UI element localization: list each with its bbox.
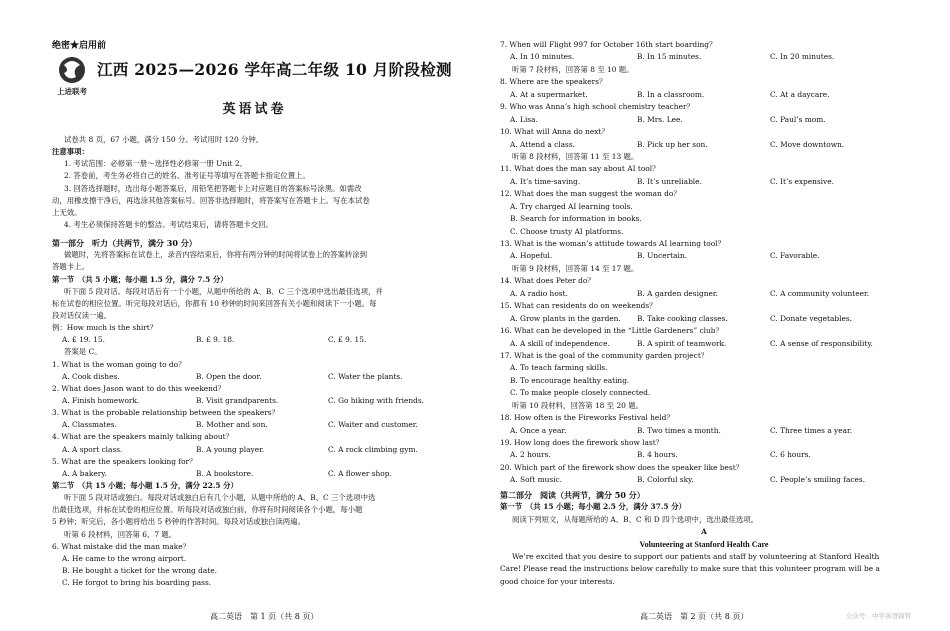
option-b: B. Two times a month.: [637, 425, 721, 435]
material-8: 听第 8 段材料，回答第 11 至 13 题。: [512, 151, 639, 161]
option-a: A. A radio host.: [510, 288, 568, 298]
material-6: 听第 6 段材料，回答第 6、7 题。: [64, 529, 177, 539]
question-9: 9. Who was Anna’s high school chemistry teacher？: [500, 102, 694, 112]
right-page: [500, 0, 908, 631]
section1-intro: 标在试卷的相应位置。听完每段对话后，你都有 10 秒钟的时间来回答有关小题和阅读下一小题。每: [52, 298, 377, 308]
option-c: C. To make people closely connected.: [510, 388, 651, 398]
option-b: B. Mrs. Lee.: [637, 114, 683, 124]
footer-left: 高二英语 第 1 页（共 8 页）: [210, 612, 319, 621]
option-b: B. Open the door.: [196, 371, 262, 381]
example-answer: 答案是 C。: [64, 347, 102, 357]
part2-section1-title: 第一节 （共 15 小题；每小题 2.5 分，满分 37.5 分）: [500, 502, 686, 512]
question-15: 15. What can residents do on weekends？: [500, 301, 657, 311]
option-b: B. Pick up her son.: [637, 139, 708, 149]
exam-info: 试卷共 8 页，67 小题，满分 150 分。考试用时 120 分钟。: [64, 135, 264, 144]
example-question: 例：How much is the shirt？: [52, 323, 158, 333]
question-10: 10. What will Anna do next？: [500, 127, 609, 137]
logo-text: 上进联考: [57, 87, 87, 96]
option-a: A. Soft music.: [510, 475, 563, 485]
options-4: [52, 444, 457, 456]
option-a: A. Cook dishes.: [62, 371, 120, 381]
option-c: C. It’s expensive.: [770, 176, 834, 186]
question-7: 7. When will Flight 997 for October 16th start boarding？: [500, 40, 717, 49]
part1-intro: 做题时，先将答案标在试卷上，录音内容结束后，你将有两分钟的时间将试卷上的答案转涂到: [64, 250, 368, 260]
notice-line: 4. 考生必须保持答题卡的整洁。考试结束后，请将答题卡交回。: [64, 219, 273, 229]
options-10: [500, 139, 908, 151]
material-7: 听第 7 段材料，回答第 8 至 10 题。: [512, 64, 634, 74]
exam-title: 江西 2025—2026 学年高二年级 10 月阶段检测: [97, 60, 452, 79]
question-17: 17. What is the goal of the community garden project？: [500, 350, 709, 360]
question-16: 16. What can be developed in the “Little Gardeners” club？: [500, 326, 723, 336]
notice-line: 2. 答卷前，考生务必将自己的姓名、准考证号等填写在答题卡指定位置上。: [64, 171, 310, 181]
option-c: C. Favorable.: [770, 251, 820, 261]
notice-title: 注意事项：: [52, 147, 89, 157]
part2-intro: 阅读下列短文，从每题所给的 A、B、C 和 D 四个选项中，选出最佳选项。: [512, 514, 759, 524]
option-c: C. Move downtown.: [770, 139, 845, 149]
question-5: 5. What are the speakers looking for？: [52, 456, 197, 466]
option-c: C. People’s smiling faces.: [770, 475, 866, 485]
question-8: 8. Where are the speakers？: [500, 77, 607, 87]
option-c: C. A flower shop.: [328, 468, 392, 478]
section2-intro: 听下面 5 段对话或独白。每段对话或独白后有几个小题，从题中所给的 A、B、C 三个选项中选: [64, 493, 376, 503]
options-11: [500, 176, 908, 188]
option-b: B. £ 9. 18.: [196, 335, 235, 345]
option-a: A. To teach farming skills.: [510, 363, 608, 373]
question-14: 14. What does Peter do？: [500, 276, 595, 286]
passage-line: We’re excited that you desire to support our patients and staff by volunteering at Stanford Health: [512, 551, 880, 561]
option-c: C. Go hiking with friends.: [328, 395, 425, 405]
options-3: [52, 419, 457, 431]
option-a: A. Lisa.: [510, 114, 538, 124]
section2-intro: 5 秒钟；听完后，各小题将给出 5 秒钟的作答时间。每段对话或独白读两遍。: [52, 517, 305, 527]
part1-title: 第一部分 听力（共两节，满分 30 分）: [52, 238, 197, 249]
option-c: C. £ 9. 15.: [328, 335, 367, 345]
option-b: B. Take cooking classes.: [637, 313, 728, 323]
option-a: A. He came to the wrong airport.: [62, 553, 187, 563]
option-b: B. In 15 minutes.: [637, 52, 702, 62]
question-6: 6. What mistake did the man make？: [52, 541, 191, 551]
option-a: A. A skill of independence.: [510, 338, 610, 348]
section1-title: 第一节 （共 5 小题；每小题 1.5 分，满分 7.5 分）: [52, 274, 228, 284]
option-c: C. A sense of responsibility.: [770, 338, 873, 348]
options-1: [52, 371, 457, 383]
option-b: B. In a classroom.: [637, 89, 705, 99]
question-4: 4. What are the speakers mainly talking about？: [52, 432, 233, 442]
option-a: A. Once a year.: [510, 425, 567, 435]
option-c: C. At a daycare.: [770, 89, 830, 99]
passage-line: Care! Please read the instructions below carefully to make sure that this volunteer program will be a: [500, 564, 880, 574]
option-b: B. Mother and son.: [196, 420, 268, 430]
options-5: [52, 468, 457, 480]
option-b: B. A bookstore.: [196, 468, 254, 478]
option-b: B. Uncertain.: [637, 251, 688, 261]
logo-icon: [52, 55, 92, 97]
option-b: B. Colorful sky.: [637, 475, 694, 485]
part1-intro: 答题卡上。: [52, 262, 89, 272]
options-13: [500, 250, 908, 262]
options-8: [500, 89, 908, 101]
section1-intro: 段对话仅读一遍。: [52, 310, 112, 320]
option-a: A. Hopeful.: [510, 251, 553, 261]
section2-intro: 出最佳选项，并标在试卷的相应位置。听每段对话或独白前，你将有时间阅读各个小题，每小题: [52, 505, 363, 515]
option-a: A. A sport class.: [62, 444, 123, 454]
question-1: 1. What is the woman going to do？: [52, 359, 186, 369]
option-b: B. Search for information in books.: [510, 214, 642, 224]
question-19: 19. How long does the firework show last？: [500, 438, 664, 447]
confidential-mark: 绝密★启用前: [52, 41, 107, 51]
section1-intro: 听下面 5 段对话。每段对话后有一个小题，从题中所给的 A、B、C 三个选项中选出最佳选项，并: [64, 286, 383, 296]
option-b: B. A garden designer.: [637, 288, 718, 298]
material-9: 听第 9 段材料，回答第 14 至 17 题。: [512, 263, 639, 273]
option-c: C. Water the plants.: [328, 371, 403, 381]
options-19: [500, 449, 908, 461]
option-c: C. Donate vegetables.: [770, 313, 852, 323]
option-c: C. In 20 minutes.: [770, 52, 835, 62]
publisher-logo: [52, 55, 92, 97]
option-b: B. A spirit of teamwork.: [637, 338, 727, 348]
question-11: 11. What does the man say about AI tool？: [500, 164, 660, 174]
options-16: [500, 338, 908, 350]
question-20: 20. Which part of the firework show does the speaker like best？: [500, 462, 744, 472]
option-a: A. Attend a class.: [510, 139, 575, 149]
question-13: 13. What is the woman’s attitude towards AI learning tool？: [500, 239, 725, 248]
footer-right: 高二英语 第 2 页（共 8 页）: [640, 612, 749, 621]
notice-line: 1. 考试范围：必修第一册～选择性必修第一册 Unit 2。: [64, 159, 247, 169]
option-c: C. Choose trusty AI platforms.: [510, 226, 624, 236]
option-a: A. It’s time-saving.: [510, 176, 581, 186]
question-18: 18. How often is the Fireworks Festival held？: [500, 413, 674, 423]
option-a: A. Grow plants in the garden.: [510, 313, 621, 323]
question-12: 12. What does the man suggest the woman do？: [500, 189, 681, 199]
option-c: C. 6 hours.: [770, 450, 811, 460]
example-options: [52, 334, 457, 346]
part2-title: 第二部分 阅读（共两节，满分 50 分）: [500, 489, 645, 500]
question-3: 3. What is the probable relationship between the speakers？: [52, 408, 279, 418]
options-7: [500, 51, 908, 63]
option-c: C. Paul’s mom.: [770, 114, 826, 124]
notice-line: 动，用橡皮擦干净后，再选涂其他答案标号。回答非选择题时，将答案写在答题卡上。写在本试卷: [52, 195, 370, 205]
options-2: [52, 395, 457, 407]
left-page: [52, 0, 457, 631]
passage-label: A: [701, 527, 707, 537]
options-9: [500, 114, 908, 126]
option-c: C. A rock climbing gym.: [328, 444, 418, 454]
option-c: C. A community volunteer.: [770, 288, 870, 298]
option-a: A. £ 19. 15.: [62, 335, 105, 345]
option-a: A. Try charged AI learning tools.: [510, 201, 633, 211]
option-a: A. A bakery.: [62, 468, 107, 478]
option-b: B. A young player.: [196, 444, 265, 454]
right-body: [500, 39, 908, 588]
option-c: C. Waiter and customer.: [328, 420, 418, 430]
question-2: 2. What does Jason want to do this weekend？: [52, 383, 226, 393]
option-c: C. He forgot to bring his boarding pass.: [62, 578, 212, 588]
material-10: 听第 10 段材料，回答第 18 至 20 题。: [512, 400, 643, 410]
watermark: 公众号：中学英语锦管: [846, 612, 911, 620]
notice-line: 3. 回答选择题时，选出每小题答案后，用铅笔把答题卡上对应题目的答案标号涂黑。如需改: [64, 183, 362, 193]
left-body: [52, 134, 457, 589]
option-b: B. 4 hours.: [637, 450, 678, 460]
option-a: A. In 10 minutes.: [510, 52, 575, 62]
option-b: B. It’s unreliable.: [637, 176, 702, 186]
option-a: A. 2 hours.: [510, 450, 551, 460]
option-a: A. Classmates.: [62, 420, 117, 430]
option-b: B. Visit grandparents.: [196, 395, 279, 405]
paper-title: 英语试卷: [222, 102, 287, 117]
options-20: [500, 474, 908, 486]
passage-title: Volunteering at Stanford Health Care: [639, 539, 769, 549]
options-15: [500, 313, 908, 325]
passage-line: good choice for your interests.: [500, 576, 615, 586]
option-b: B. He bought a ticket for the wrong date.: [62, 565, 217, 575]
notice-line: 上无效。: [52, 207, 82, 217]
options-18: [500, 425, 908, 437]
option-b: B. To encourage healthy eating.: [510, 375, 630, 385]
option-a: A. At a supermarket.: [510, 89, 588, 99]
option-a: A. Finish homework.: [62, 395, 140, 405]
options-14: [500, 288, 908, 300]
section2-title: 第二节 （共 15 小题；每小题 1.5 分，满分 22.5 分）: [52, 480, 238, 490]
option-c: C. Three times a year.: [770, 425, 853, 435]
